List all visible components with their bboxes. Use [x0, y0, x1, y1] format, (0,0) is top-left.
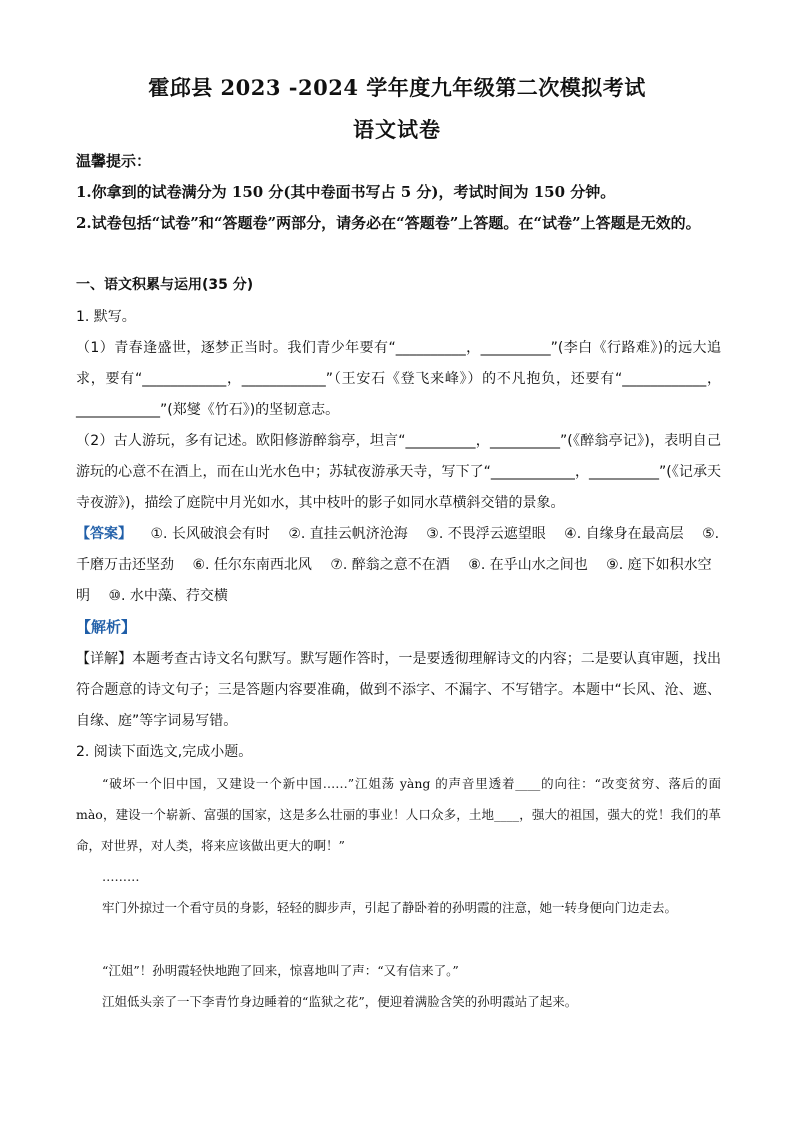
answer-item: ③. 不畏浮云遮望眼 — [426, 526, 546, 542]
answer-item: ①. 长风破浪会有时 — [150, 526, 270, 542]
answer-item: ⑥. 任尔东南西北风 — [192, 557, 312, 573]
section-heading: 一、语文积累与运用(35 分) — [76, 277, 254, 293]
passage-paragraph-1: “破坏一个旧中国，又建设一个新中国……”江姐荡 yàng 的声音里透着____的向往：“改变贫穷、落后的面 mào，建设一个崭新、富强的国家，这是多么壮丽的事业！人口众多，土地____，强大的祖国，强大的党！我们的革命，对世界，对人类，将来应该做出更大的啊！” — [76, 776, 721, 853]
notice-item-1: 1.你拿到的试卷满分为 150 分(其中卷面书写占 5 分)，考试时间为 150 分钟。 — [76, 183, 616, 201]
answer-block — [76, 519, 721, 612]
answer-item: ⑩. 水中藻、荇交横 — [108, 588, 228, 604]
question-2-stem: 2. 阅读下面选文,完成小题。 — [76, 744, 253, 760]
answer-item: ⑤. 千磨万击还坚劲 — [76, 526, 720, 573]
answer-item: ⑨. 庭下如积水空明 — [76, 557, 712, 604]
answer-item: ⑧. 在乎山水之间也 — [468, 557, 588, 573]
answer-item: ⑦. 醉翁之意不在酒 — [330, 557, 450, 573]
answer-item: ④. 自缘身在最高层 — [564, 526, 684, 542]
question-1-part-2: （2）古人游玩，多有记述。欧阳修游醉翁亭，坦言“__________，__________”(《醉翁亭记》)，表明自己游玩的心意不在酒上，而在山光水色中；苏轼夜游承天寺，写下了“____________，__________”(《记承天寺夜游》)，描绘了庭院中月光如水，其中枝叶的影子如同水草横斜交错的景象。 — [76, 433, 721, 511]
question-1-stem: 1. 默写。 — [76, 309, 136, 325]
answer-label: 【答案】 — [76, 526, 132, 542]
question-1-part-1: （1）青春逢盛世，逐梦正当时。我们青少年要有“__________，__________”(李白《行路难》)的远大追求，要有“____________，____________”（王安石《登飞来峰》）的不凡抱负，还要有“____________，____________”(郑燮《竹石》)的坚韧意志。 — [76, 340, 721, 418]
passage-ellipsis: ……… — [102, 869, 140, 884]
passage-paragraph-4: 江姐低头亲了一下李青竹身边睡着的“监狱之花”，便迎着满脸含笑的孙明霞站了起来。 — [102, 994, 578, 1009]
passage-paragraph-2: 牢门外掠过一个看守员的身影，轻轻的脚步声，引起了静卧着的孙明霞的注意，她一转身便向门边走去。 — [102, 900, 678, 915]
notice-item-2: 2.试卷包括“试卷”和“答题卷”两部分，请务必在“答题卷”上答题。在“试卷”上答题是无效的。 — [76, 214, 701, 232]
analysis-detail: 【详解】本题考查古诗文名句默写。默写题作答时，一是要透彻理解诗文的内容；二是要认真审题，找出符合题意的诗文句子；三是答题内容要准确，做到不添字、不漏字、不写错字。本题中“长风、沧、遮、自缘、庭”等字词易写错。 — [76, 651, 721, 729]
passage-paragraph-3: “江姐”！孙明霞轻快地跑了回来，惊喜地叫了声：“又有信来了。” — [102, 963, 459, 978]
exam-title: 霍邱县 2023 -2024 学年度九年级第二次模拟考试 — [148, 75, 646, 100]
notice-heading: 温馨提示： — [76, 152, 152, 170]
answer-item: ②. 直挂云帆济沧海 — [288, 526, 408, 542]
exam-subtitle: 语文试卷 — [353, 117, 441, 142]
analysis-label: 【解析】 — [76, 618, 137, 636]
